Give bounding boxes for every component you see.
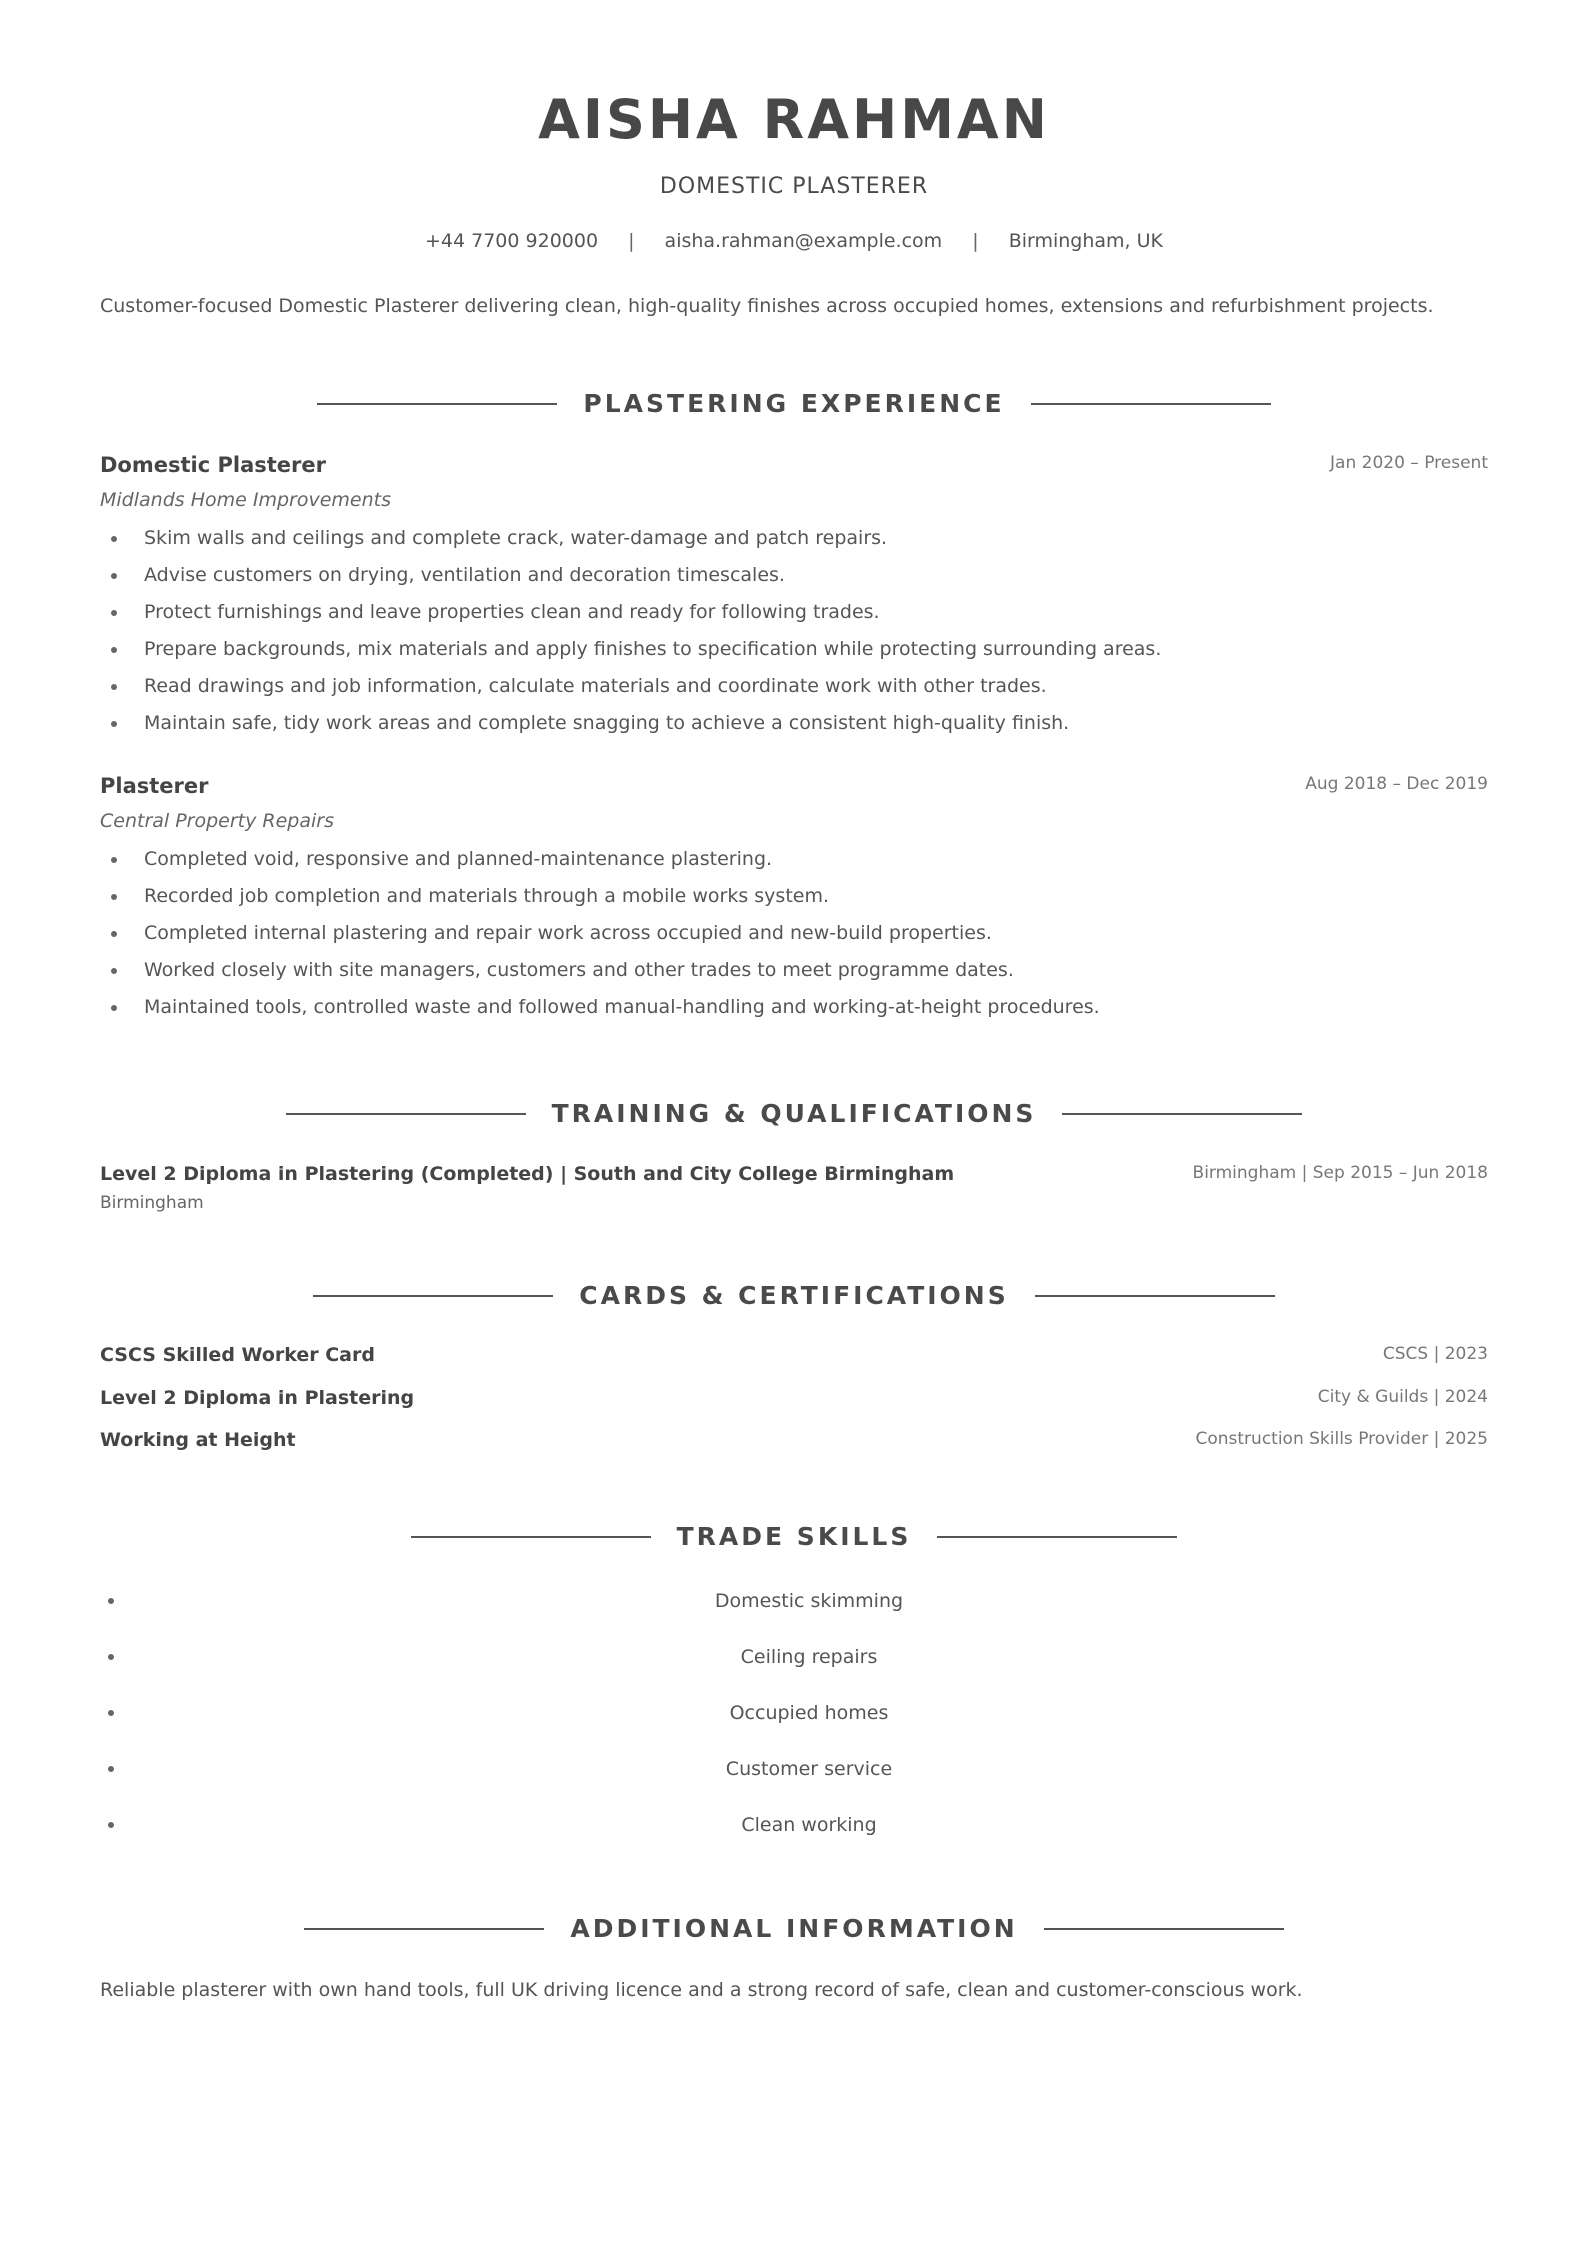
section-divider bbox=[313, 1295, 553, 1297]
location: Birmingham, UK bbox=[1008, 230, 1164, 252]
job-bullet: Maintained tools, controlled waste and followed manual-handling and working-at-height procedures. bbox=[100, 989, 1488, 1026]
job-bullet: Completed void, responsive and planned-maintenance plastering. bbox=[100, 841, 1488, 878]
profile-summary: Customer-focused Domestic Plasterer delivering clean, high-quality finishes across occupied homes, extensions and refurbishment projects. bbox=[100, 295, 1434, 317]
contact-separator: | bbox=[628, 230, 635, 252]
certification-meta: CSCS | 2023 bbox=[1382, 1344, 1488, 1364]
phone-number: +44 7700 920000 bbox=[424, 230, 599, 252]
section-label: TRADE SKILLS bbox=[676, 1522, 912, 1551]
job-entry bbox=[100, 450, 1488, 742]
section-label: PLASTERING EXPERIENCE bbox=[583, 389, 1005, 418]
section-divider bbox=[317, 403, 557, 405]
skill-item: Clean working bbox=[100, 1811, 1488, 1867]
job-bullet: Advise customers on drying, ventilation and decoration timescales. bbox=[100, 557, 1488, 594]
job-title: Domestic Plasterer bbox=[100, 453, 326, 477]
contact-line bbox=[100, 227, 1488, 255]
job-company: Midlands Home Improvements bbox=[100, 489, 391, 511]
certification-name: CSCS Skilled Worker Card bbox=[100, 1344, 375, 1366]
section-title-cards bbox=[100, 1272, 1488, 1313]
skills-list bbox=[100, 1587, 1488, 1867]
section-divider bbox=[1044, 1928, 1284, 1930]
contact-separator: | bbox=[972, 230, 979, 252]
certification-row bbox=[100, 1426, 1488, 1456]
job-company: Central Property Repairs bbox=[100, 810, 334, 832]
skill-item: Ceiling repairs bbox=[100, 1643, 1488, 1699]
job-bullets bbox=[100, 520, 1488, 742]
certification-row bbox=[100, 1341, 1488, 1371]
qualification-meta: Birmingham | Sep 2015 – Jun 2018 bbox=[1192, 1163, 1488, 1183]
section-divider bbox=[1062, 1113, 1302, 1115]
section-divider bbox=[286, 1113, 526, 1115]
job-dates: Jan 2020 – Present bbox=[1330, 453, 1488, 473]
job-bullet: Read drawings and job information, calculate materials and coordinate work with other trades. bbox=[100, 668, 1488, 705]
skill-item: Domestic skimming bbox=[100, 1587, 1488, 1643]
section-label: TRAINING & QUALIFICATIONS bbox=[551, 1099, 1037, 1128]
qualification-row bbox=[100, 1160, 1488, 1190]
section-divider bbox=[1035, 1295, 1275, 1297]
section-divider bbox=[411, 1536, 651, 1538]
section-title-experience bbox=[100, 380, 1488, 421]
section-title-training bbox=[100, 1090, 1488, 1131]
job-bullet: Skim walls and ceilings and complete crack, water-damage and patch repairs. bbox=[100, 520, 1488, 557]
job-entry bbox=[100, 771, 1488, 1026]
job-bullet: Protect furnishings and leave properties clean and ready for following trades. bbox=[100, 594, 1488, 631]
certification-row bbox=[100, 1384, 1488, 1414]
job-bullet: Worked closely with site managers, customers and other trades to meet programme dates. bbox=[100, 952, 1488, 989]
certification-meta: City & Guilds | 2024 bbox=[1317, 1387, 1488, 1407]
job-bullets bbox=[100, 841, 1488, 1026]
section-label: ADDITIONAL INFORMATION bbox=[570, 1914, 1018, 1943]
certification-meta: Construction Skills Provider | 2025 bbox=[1195, 1429, 1488, 1449]
section-label: CARDS & CERTIFICATIONS bbox=[579, 1281, 1009, 1310]
job-title: Plasterer bbox=[100, 774, 209, 798]
candidate-name: AISHA RAHMAN bbox=[538, 88, 1050, 151]
section-divider bbox=[937, 1536, 1177, 1538]
section-title-skills bbox=[100, 1513, 1488, 1554]
certification-name: Working at Height bbox=[100, 1429, 296, 1451]
additional-info-text: Reliable plasterer with own hand tools, full UK driving licence and a strong record of safe, clean and customer-conscious work. bbox=[100, 1979, 1303, 2001]
job-bullet: Completed internal plastering and repair work across occupied and new-build properties. bbox=[100, 915, 1488, 952]
job-bullet: Prepare backgrounds, mix materials and apply finishes to specification while protecting surrounding areas. bbox=[100, 631, 1488, 668]
job-bullet: Recorded job completion and materials through a mobile works system. bbox=[100, 878, 1488, 915]
qualification-location: Birmingham bbox=[100, 1193, 204, 1213]
skill-item: Occupied homes bbox=[100, 1699, 1488, 1755]
job-dates: Aug 2018 – Dec 2019 bbox=[1305, 774, 1488, 794]
section-divider bbox=[1031, 403, 1271, 405]
candidate-role: DOMESTIC PLASTERER bbox=[659, 174, 929, 199]
qualification-name: Level 2 Diploma in Plastering (Completed) | South and City College Birmingham bbox=[100, 1163, 955, 1185]
section-title-additional bbox=[100, 1905, 1488, 1946]
email-address: aisha.rahman@example.com bbox=[664, 230, 943, 252]
skill-item: Customer service bbox=[100, 1755, 1488, 1811]
section-divider bbox=[304, 1928, 544, 1930]
job-bullet: Maintain safe, tidy work areas and complete snagging to achieve a consistent high-quality finish. bbox=[100, 705, 1488, 742]
certification-name: Level 2 Diploma in Plastering bbox=[100, 1387, 415, 1409]
